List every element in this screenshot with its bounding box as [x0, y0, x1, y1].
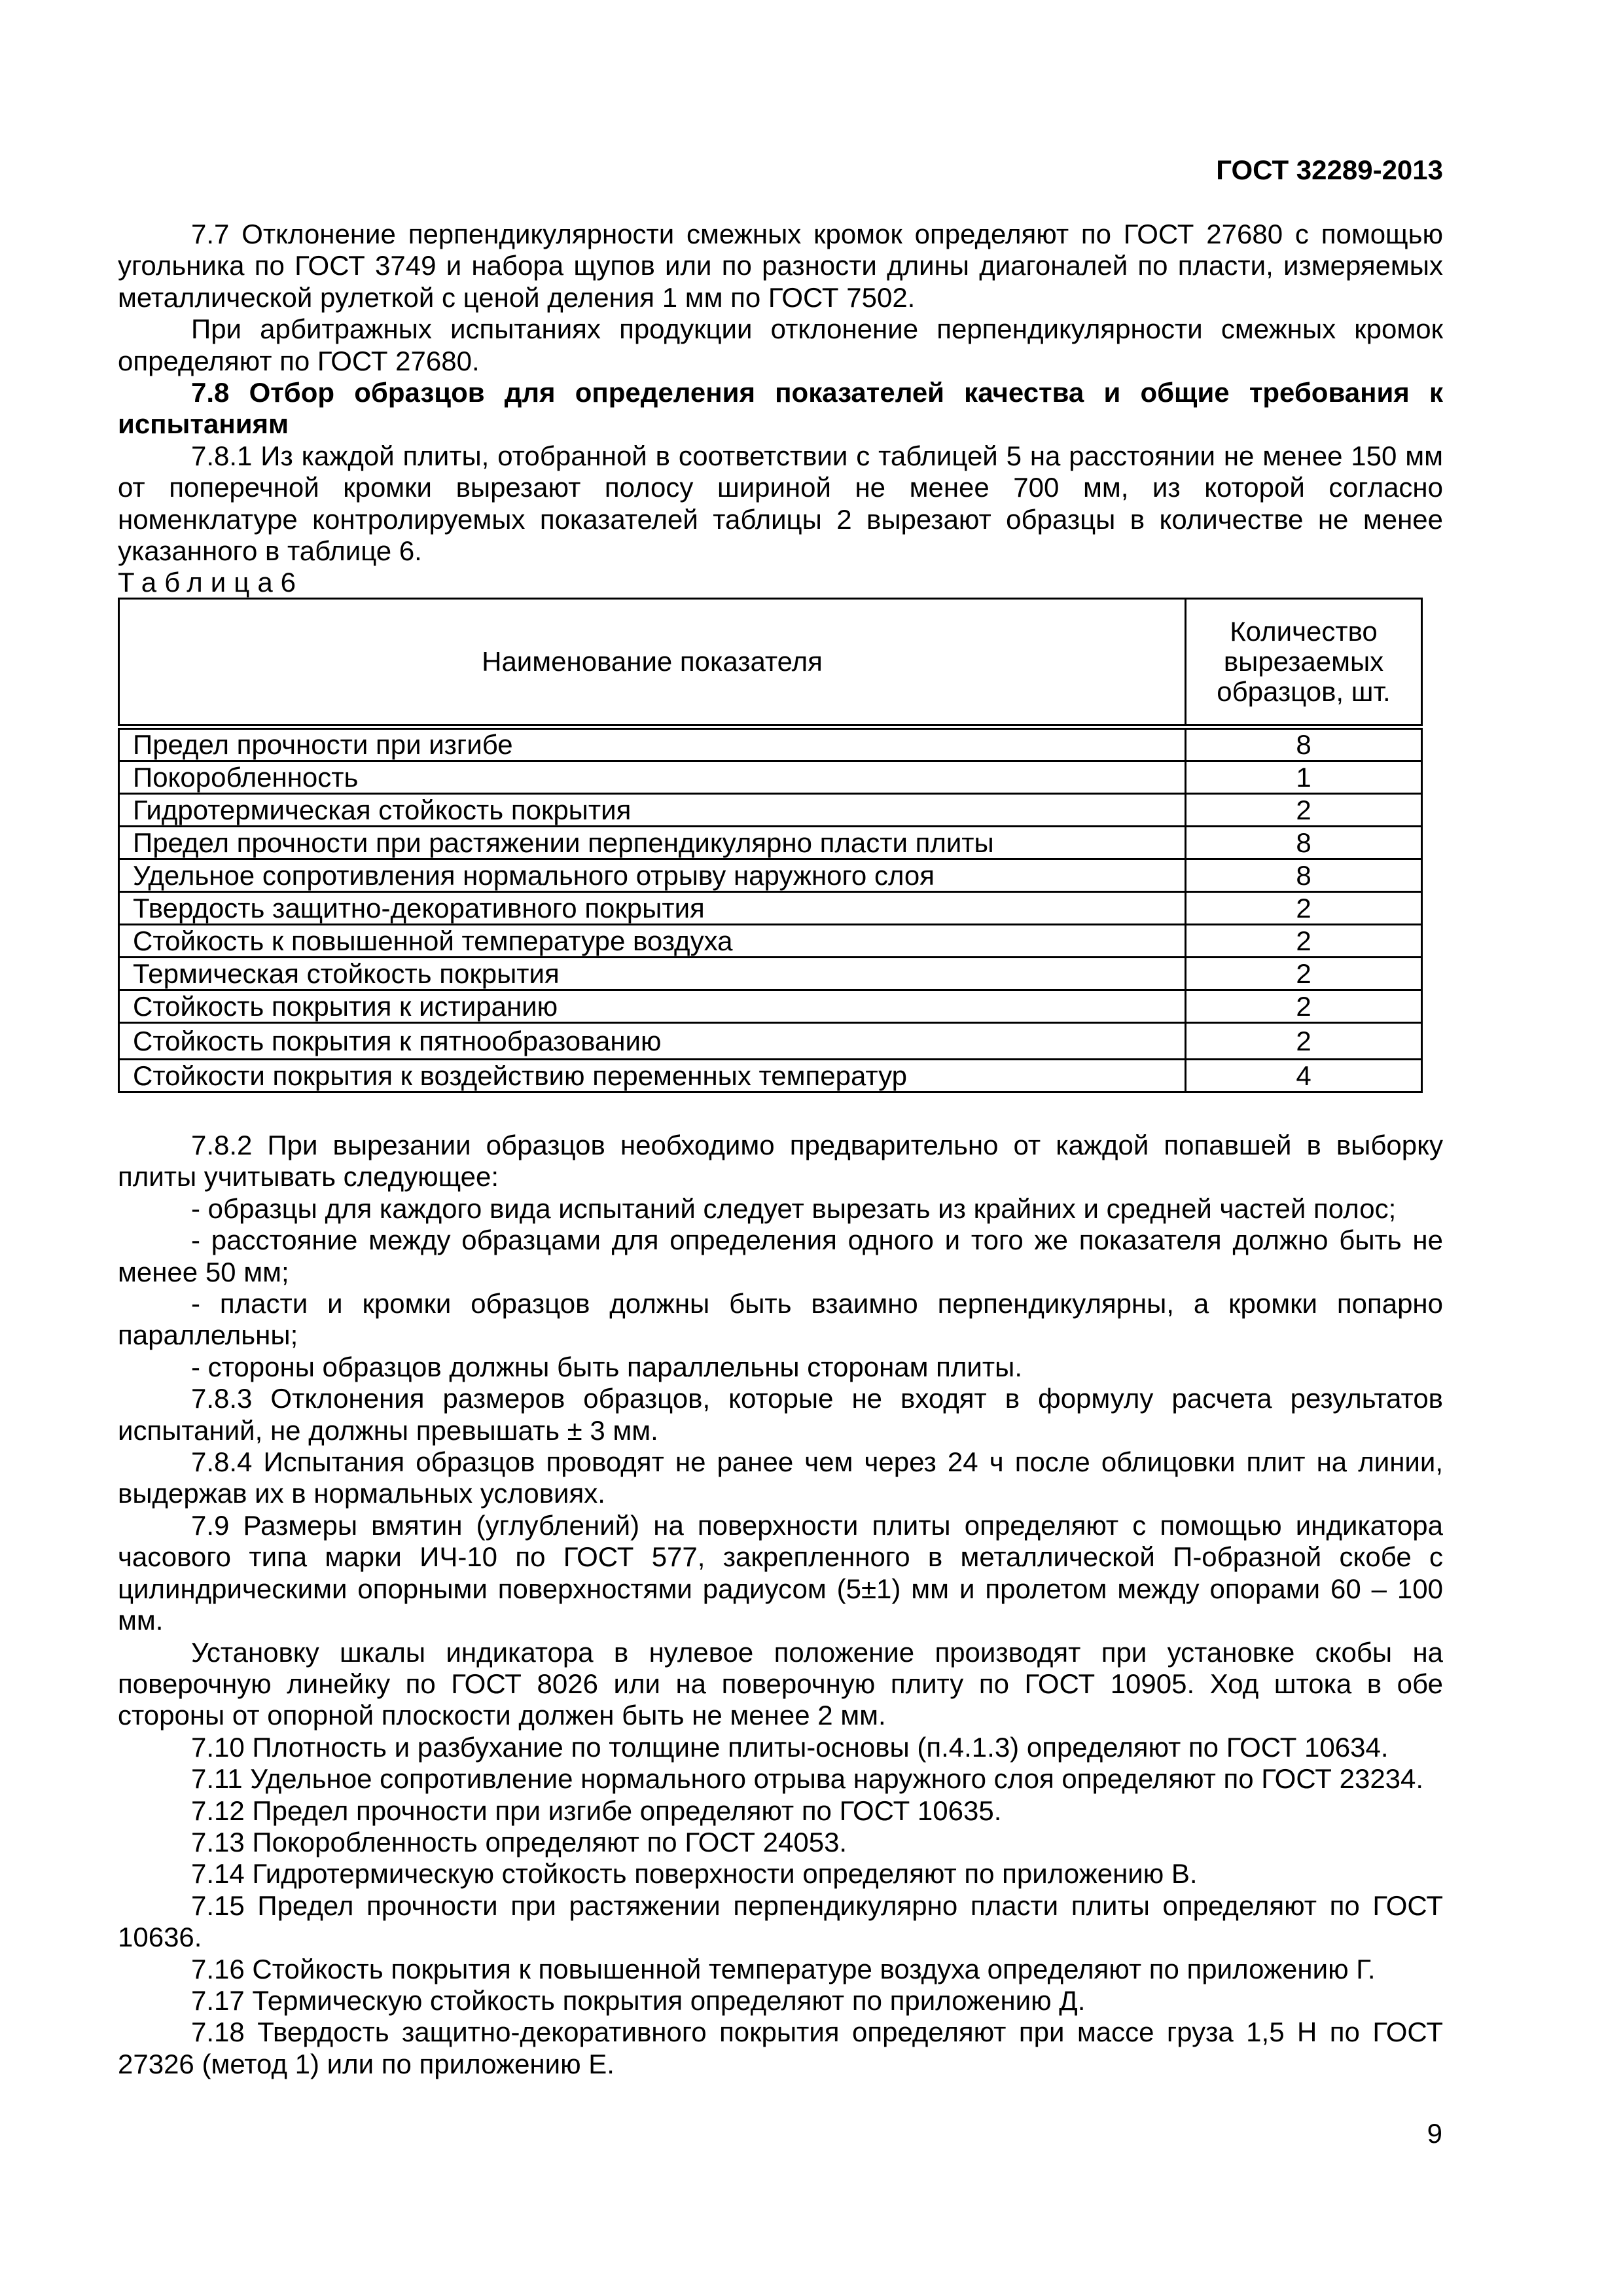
sample-count-cell: 8 — [1186, 859, 1422, 892]
paragraph — [118, 1193, 1443, 1225]
sample-count-cell: 2 — [1186, 794, 1422, 827]
text-line: выдержав их в нормальных условиях. — [118, 1478, 605, 1509]
text-line: 7.16 Стойкость покрытия к повышенной температуре воздуха определяют по приложению Г. — [191, 1953, 1376, 1984]
table-row — [119, 1060, 1422, 1092]
table-6 — [118, 598, 1423, 1093]
text-line: 7.9 Размеры вмятин (углублений) на поверхности плиты определяют с помощью индикатора — [191, 1509, 1443, 1541]
indicator-name-cell: Удельное сопротивления нормального отрыву наружного слоя — [119, 859, 1186, 892]
paragraph — [118, 1890, 1443, 1954]
paragraph — [118, 1510, 1443, 1637]
text-line: Установку шкалы индикатора в нулевое положение производят при установке скобы на — [191, 1636, 1443, 1668]
text-line: 7.15 Предел прочности при растяжении перпендикулярно пласти плиты определяют по ГОСТ — [191, 1890, 1443, 1921]
indicator-name-cell: Предел прочности при растяжении перпендикулярно пласти плиты — [119, 827, 1186, 859]
text-line: цилиндрическими опорными поверхностями радиусом (5±1) мм и пролетом между опорами 60 – 100 — [118, 1573, 1443, 1604]
paragraph — [118, 1954, 1443, 1985]
text-line: - пласти и кромки образцов должны быть взаимно перпендикулярны, а кромки попарно — [191, 1288, 1443, 1319]
indicator-name-cell: Стойкость к повышенной температуре воздуха — [119, 925, 1186, 958]
paragraph — [118, 1130, 1443, 1193]
text-line: 7.8 Отбор образцов для определения показателей качества и общие требования к — [191, 377, 1443, 408]
paragraph — [118, 1225, 1443, 1288]
text-line: 7.10 Плотность и разбухание по толщине плиты-основы (п.4.1.3) определяют по ГОСТ 10634. — [191, 1731, 1389, 1763]
table-row — [119, 859, 1422, 892]
table-row — [119, 990, 1422, 1023]
text-line: указанного в таблице 6. — [118, 535, 422, 567]
paragraph — [118, 219, 1443, 314]
indicator-name-cell: Стойкость покрытия к истиранию — [119, 990, 1186, 1023]
text-line: от поперечной кромки вырезают полосу шириной не менее 700 мм, из которой согласно — [118, 472, 1443, 503]
table-row — [119, 727, 1422, 761]
text-line: мм. — [118, 1605, 164, 1636]
text-line: 7.8.4 Испытания образцов проводят не ранее чем через 24 ч после облицовки плит на линии, — [191, 1446, 1443, 1478]
sample-count-cell: 1 — [1186, 761, 1422, 794]
indicator-name-cell: Термическая стойкость покрытия — [119, 958, 1186, 990]
section-heading — [118, 377, 1443, 440]
paragraph — [118, 1858, 1443, 1890]
text-line: 7.14 Гидротермическую стойкость поверхности определяют по приложению В. — [191, 1858, 1198, 1890]
text-line: 7.17 Термическую стойкость покрытия определяют по приложению Д. — [191, 1984, 1086, 2016]
text-line: плиты учитывать следующее: — [118, 1161, 499, 1193]
text-line: угольника по ГОСТ 3749 и набора щупов или по разности длины диагоналей по пласти, измеряемых — [118, 250, 1443, 281]
table-row — [119, 892, 1422, 925]
table-row — [119, 827, 1422, 859]
paragraph — [118, 1732, 1443, 1763]
sample-count-cell: 8 — [1186, 727, 1422, 761]
text-line: 7.8.2 При вырезании образцов необходимо предварительно от каждой попавшей в выборку — [191, 1130, 1443, 1160]
text-line: 7.8.1 Из каждой плиты, отобранной в соответствии с таблицей 5 на расстоянии не менее 150 мм — [191, 440, 1443, 471]
paragraph — [118, 314, 1443, 377]
table-row — [119, 925, 1422, 958]
text-line: 7.11 Удельное сопротивление нормального отрыва наружного слоя определяют по ГОСТ 23234. — [191, 1763, 1424, 1795]
indicator-name-cell: Стойкости покрытия к воздействию переменных температур — [119, 1060, 1186, 1092]
sample-count-cell: 8 — [1186, 827, 1422, 859]
text-line: 7.13 Покоробленность определяют по ГОСТ 24053. — [191, 1826, 847, 1857]
header-sample-count: Количество вырезаемых образцов, шт. — [1186, 599, 1422, 727]
text-line: - стороны образцов должны быть параллельны сторонам плиты. — [191, 1351, 1022, 1382]
text-before-table — [118, 219, 1443, 599]
text-line: параллельны; — [118, 1319, 298, 1351]
paragraph — [118, 2017, 1443, 2080]
paragraph — [118, 1827, 1443, 1858]
text-line: поверочную линейку по ГОСТ 8026 или на поверочную плиту по ГОСТ 10905. Ход штока в обе — [118, 1668, 1443, 1699]
indicator-name-cell: Гидротермическая стойкость покрытия — [119, 794, 1186, 827]
text-line: 10636. — [118, 1922, 202, 1953]
sample-count-cell: 2 — [1186, 958, 1422, 990]
paragraph — [118, 1352, 1443, 1383]
text-line: 7.7 Отклонение перпендикулярности смежных кромок определяют по ГОСТ 27680 с помощью — [191, 219, 1443, 249]
paragraph — [118, 1763, 1443, 1795]
table-caption: Таблица6 — [118, 567, 304, 598]
paragraph — [118, 1795, 1443, 1827]
paragraph — [118, 1637, 1443, 1732]
text-line: 27326 (метод 1) или по приложению Е. — [118, 2048, 615, 2079]
table-row — [119, 958, 1422, 990]
sample-count-cell: 2 — [1186, 892, 1422, 925]
text-line: стороны от опорной плоскости должен быть не менее 2 мм. — [118, 1700, 886, 1731]
text-line: - образцы для каждого вида испытаний следует вырезать из крайних и средней частей полос; — [191, 1193, 1397, 1224]
document-id-header: ГОСТ 32289-2013 — [1216, 154, 1443, 185]
paragraph — [118, 1383, 1443, 1446]
sample-count-cell: 4 — [1186, 1060, 1422, 1092]
paragraph — [118, 440, 1443, 567]
table-row — [119, 761, 1422, 794]
text-line: 7.12 Предел прочности при изгибе определяют по ГОСТ 10635. — [191, 1795, 1002, 1826]
text-line: 7.18 Твердость защитно-декоративного покрытия определяют при массе груза 1,5 Н по ГОСТ — [191, 2017, 1443, 2048]
text-line: - расстояние между образцами для определения одного и того же показателя должно быть не — [191, 1225, 1443, 1256]
paragraph — [118, 1985, 1443, 2017]
text-line: 7.8.3 Отклонения размеров образцов, которые не входят в формулу расчета результатов — [191, 1383, 1443, 1414]
text-line: испытаний, не должны превышать ± 3 мм. — [118, 1414, 658, 1446]
table-row — [119, 1023, 1422, 1060]
page-number: 9 — [1427, 2118, 1442, 2149]
sample-count-cell: 2 — [1186, 990, 1422, 1023]
indicator-name-cell: Покоробленность — [119, 761, 1186, 794]
sample-count-cell: 2 — [1186, 925, 1422, 958]
text-line: испытаниям — [118, 408, 289, 440]
text-line: часового типа марки ИЧ-10 по ГОСТ 577, закрепленного в металлической П-образной скобе с — [118, 1541, 1443, 1573]
sample-count-cell: 2 — [1186, 1023, 1422, 1060]
paragraph — [118, 1446, 1443, 1510]
text-line: менее 50 мм; — [118, 1256, 289, 1287]
indicator-name-cell: Твердость защитно-декоративного покрытия — [119, 892, 1186, 925]
table-row — [119, 794, 1422, 827]
indicator-name-cell: Стойкость покрытия к пятнообразованию — [119, 1023, 1186, 1060]
text-line: металлической рулеткой с ценой деления 1 мм по ГОСТ 7502. — [118, 281, 916, 313]
indicator-name-cell: Предел прочности при изгибе — [119, 727, 1186, 761]
header-indicator-name: Наименование показателя — [119, 599, 1186, 727]
text-line: номенклатуре контролируемых показателей таблицы 2 вырезают образцы в количестве не менее — [118, 503, 1443, 535]
text-line: При арбитражных испытаниях продукции отклонение перпендикулярности смежных кромок — [191, 314, 1443, 345]
paragraph — [118, 1288, 1443, 1352]
text-line: определяют по ГОСТ 27680. — [118, 345, 480, 376]
table-header-row — [119, 599, 1422, 727]
text-after-table — [118, 1130, 1443, 2080]
